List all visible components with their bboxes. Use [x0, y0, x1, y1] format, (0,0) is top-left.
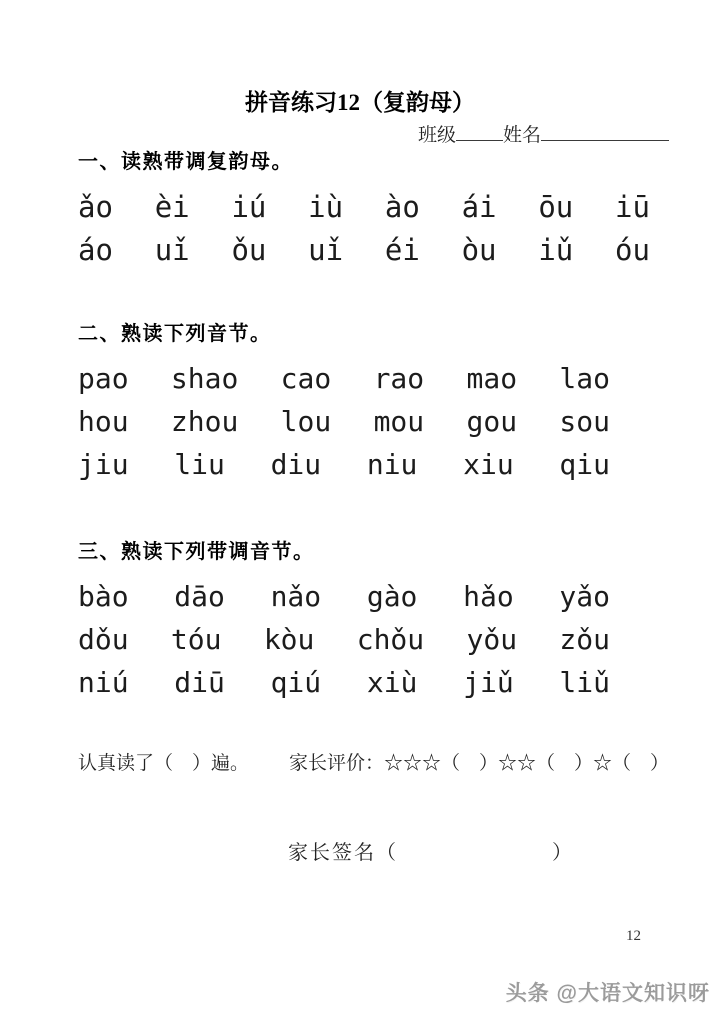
- pinyin-syllable: jiǔ: [463, 666, 514, 699]
- pinyin-syllable: zǒu: [559, 623, 610, 656]
- parent-evaluation-text: 家长评价：☆☆☆（ ）☆☆（ ）☆（ ）: [289, 753, 670, 774]
- name-blank-field[interactable]: [541, 121, 669, 141]
- pinyin-syllable: pao: [78, 362, 129, 395]
- pinyin-syllable: jiu: [78, 448, 129, 481]
- pinyin-syllable: ái: [461, 189, 497, 224]
- pinyin-syllable: qiú: [270, 666, 322, 699]
- pinyin-row: [78, 443, 610, 486]
- pinyin-syllable: cao: [280, 362, 332, 395]
- class-blank-field[interactable]: [456, 121, 503, 141]
- pinyin-syllable: diu: [270, 448, 322, 481]
- pinyin-row: [78, 185, 650, 228]
- pinyin-syllable: gou: [466, 405, 518, 438]
- pinyin-row: [78, 357, 610, 400]
- pinyin-syllable: iù: [308, 189, 344, 224]
- pinyin-row: [78, 228, 650, 271]
- pinyin-syllable: xiù: [366, 666, 418, 699]
- pinyin-syllable: uǐ: [308, 232, 344, 267]
- pinyin-rows: [78, 185, 650, 271]
- pinyin-syllable: óu: [615, 232, 650, 267]
- pinyin-syllable: éi: [384, 232, 420, 267]
- section-finals-with-tones: [78, 147, 650, 271]
- pinyin-syllable: niu: [366, 448, 418, 481]
- pinyin-syllable: nǎo: [270, 580, 322, 613]
- section-toned-syllables: [78, 537, 610, 704]
- section-heading: 三、熟读下列带调音节。: [78, 541, 315, 563]
- pinyin-syllable: niú: [78, 666, 129, 699]
- pinyin-syllable: diū: [174, 666, 225, 699]
- class-name-line: [418, 120, 669, 147]
- pinyin-row: [78, 575, 610, 618]
- pinyin-syllable: lou: [280, 405, 332, 438]
- pinyin-syllable: yǎo: [559, 580, 610, 613]
- pinyin-syllable: chǒu: [356, 623, 425, 656]
- pinyin-syllable: áo: [78, 232, 113, 267]
- reading-count-line: [78, 748, 669, 775]
- pinyin-syllable: yǒu: [466, 623, 518, 656]
- class-label: 班级: [418, 125, 457, 146]
- pinyin-syllable: uǐ: [154, 232, 190, 267]
- pinyin-syllable: xiu: [463, 448, 514, 481]
- pinyin-row: [78, 400, 610, 443]
- section-heading: 二、熟读下列音节。: [78, 323, 272, 345]
- pinyin-syllable: kòu: [263, 623, 315, 656]
- pinyin-syllable: ǎo: [78, 189, 113, 224]
- pinyin-syllable: mou: [373, 405, 425, 438]
- pinyin-syllable: bào: [78, 580, 129, 613]
- pinyin-syllable: liǔ: [559, 666, 610, 699]
- name-label: 姓名: [503, 125, 542, 146]
- read-count-text: 认真读了（ ）遍。: [78, 753, 250, 774]
- pinyin-syllable: qiu: [559, 448, 610, 481]
- pinyin-syllable: gào: [366, 580, 418, 613]
- pinyin-syllable: dāo: [174, 580, 225, 613]
- pinyin-row: [78, 661, 610, 704]
- pinyin-syllable: hǎo: [463, 580, 514, 613]
- pinyin-syllable: iǔ: [538, 232, 574, 267]
- watermark-text: 头条 @大语文知识呀: [505, 982, 710, 1005]
- pinyin-syllable: dǒu: [78, 623, 129, 656]
- pinyin-syllable: iū: [615, 189, 650, 224]
- section-heading: 一、读熟带调复韵母。: [78, 151, 293, 173]
- page-number: 12: [626, 928, 641, 944]
- pinyin-rows: [78, 357, 610, 486]
- pinyin-syllable: lao: [559, 362, 610, 395]
- pinyin-syllable: ōu: [538, 189, 574, 224]
- parent-signature-line: 家长签名（ ）: [288, 842, 574, 864]
- pinyin-syllable: hou: [78, 405, 129, 438]
- pinyin-syllable: sou: [559, 405, 610, 438]
- pinyin-syllable: mao: [466, 362, 518, 395]
- pinyin-syllable: shao: [170, 362, 239, 395]
- pinyin-syllable: liu: [174, 448, 225, 481]
- pinyin-syllable: rao: [373, 362, 425, 395]
- pinyin-syllable: èi: [154, 189, 190, 224]
- pinyin-syllable: zhou: [170, 405, 239, 438]
- page-title: 拼音练习12（复韵母）: [245, 90, 475, 115]
- section-syllables: [78, 319, 610, 486]
- pinyin-syllable: iú: [231, 189, 267, 224]
- pinyin-rows: [78, 575, 610, 704]
- pinyin-syllable: ǒu: [231, 232, 267, 267]
- pinyin-syllable: tóu: [170, 623, 222, 656]
- pinyin-syllable: òu: [461, 232, 497, 267]
- pinyin-syllable: ào: [384, 189, 420, 224]
- pinyin-row: [78, 618, 610, 661]
